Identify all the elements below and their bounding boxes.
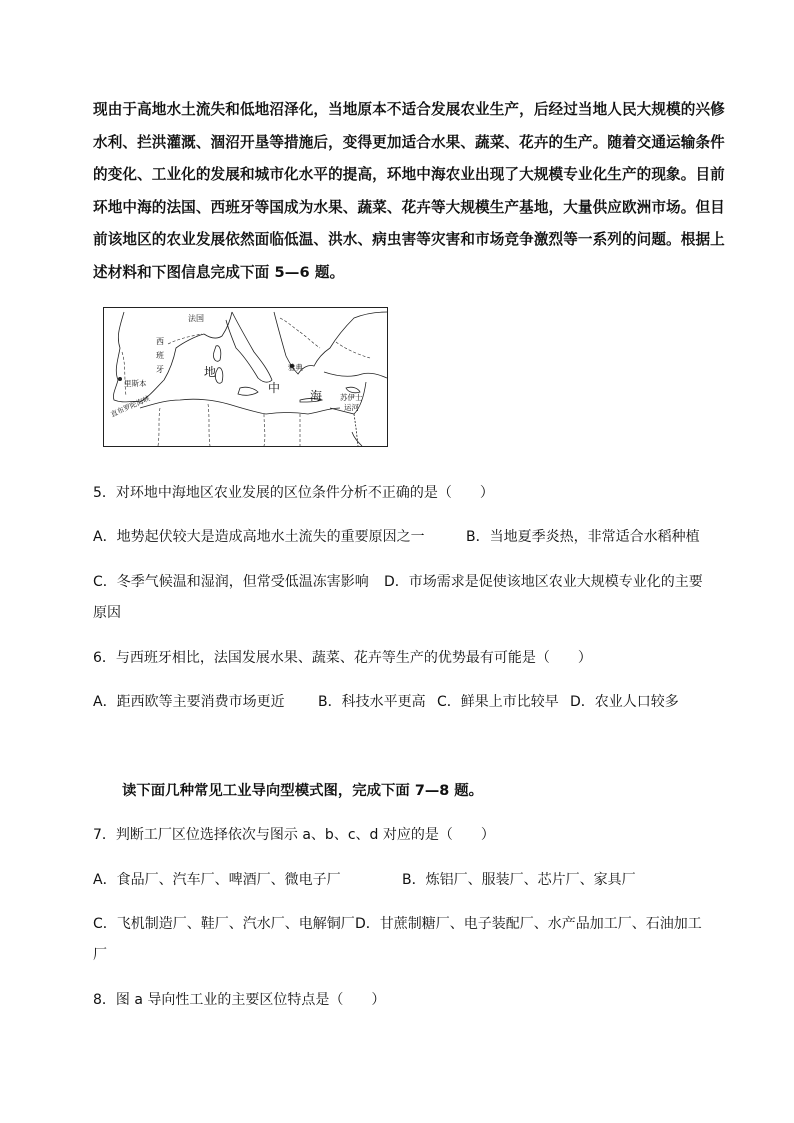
question-5-option-b: B．当地夏季炎热，非常适合水稻种植 [466,529,700,545]
spain-label-2: 班 [156,351,164,360]
border-balkan-1 [280,318,300,332]
question-6-option-b: B．科技水平更高 [318,694,426,710]
map-drawing [104,308,387,446]
mediterranean-map [103,307,388,447]
intro-line: 前该地区的农业发展依然面临低温、洪水、病虫害等灾害和市场竞争激烈等一系列的问题。根据上 [93,231,725,249]
question-7-option-c: C．飞机制造厂、鞋厂、汽水厂、电解铜厂 [93,916,355,932]
question-6-option-a: A．距西欧等主要消费市场更近 [93,694,285,710]
question-5-stem: 5．对环地中海地区农业发展的区位条件分析不正确的是（ ） [93,485,494,501]
sicily [238,387,258,395]
question-7-option-b: B．炼铝厂、服装厂、芯片厂、家具厂 [402,872,636,888]
suez-label-2: 运河 [344,403,359,412]
question-5-option-d-cont: 原因 [93,605,121,621]
turkey-coast [324,372,387,378]
question-6-stem: 6．与西班牙相比，法国发展水果、蔬菜、花卉等生产的优势最有可能是（ ） [93,650,592,666]
italy-coast [226,312,272,382]
border-spain-portugal [122,352,126,396]
intro-line: 现由于高地水土流失和低地沼泽化，当地原本不适合发展农业生产，后经过当地人民大规模的兴修 [93,101,725,118]
intro-paragraph [93,94,725,290]
lisbon-label: 里斯本 [124,379,147,388]
question-6-option-c: C．鲜果上市比较早 [437,694,559,710]
question-6-option-d: D．农业人口较多 [570,694,679,710]
spain-label-3: 牙 [156,365,164,374]
lisbon-marker [118,377,122,381]
athens-label: 雅典 [288,363,303,372]
france-label: 法国 [188,314,204,323]
suez-label-1: 苏伊士 [340,393,363,402]
border-spain-france [168,334,202,344]
question-5-option-c: C．冬季气候温和湿润，但常受低温冻害影响 [93,574,369,590]
question-7-stem: 7．判断工厂区位选择依次与图示 a、b、c、d 对应的是（ ） [93,827,495,843]
border-turkey [336,342,370,358]
intro-line: 环地中海的法国、西班牙等国成为水果、蔬菜、花卉等大规模生产基地，大量供应欧洲市场。但目 [93,198,725,216]
question-7-option-a: A．食品厂、汽车厂、啤酒厂、微电子厂 [93,872,341,888]
border-balkan-2 [300,332,320,348]
intro-line: 水利、拦洪灌溉、涸沼开垦等措施后，变得更加适合水果、蔬菜、花卉的生产。随着交通运输条件 [93,133,725,151]
sea-label-zhong: 中 [268,381,281,395]
intro-line: 述材料和下图信息完成下面 5—6 题。 [93,263,345,281]
question-7-option-d-cont: 厂 [93,947,107,963]
question-7-option-d: D．甘蔗制糖厂、电子装配厂、水产品加工厂、石油加工 [355,916,702,932]
question-8-stem: 8．图 a 导向性工业的主要区位特点是（ ） [93,992,386,1008]
sea-label-di: 地 [204,365,217,379]
spain-label-1: 西 [156,337,164,346]
sea-label-hai: 海 [310,389,323,403]
border-africa-3 [264,414,265,446]
section-heading-7-8: 读下面几种常见工业导向型模式图，完成下面 7—8 题。 [122,783,484,799]
intro-line: 的变化、工业化的发展和城市化水平的提高，环地中海农业出现了大规模专业化生产的现象。目前 [93,166,725,184]
gibraltar-label: 直布罗陀海峡 [109,394,152,419]
border-africa-2 [208,404,210,446]
question-5-option-a: A．地势起伏较大是造成高地水土流失的重要原因之一 [93,529,425,545]
cyprus [346,387,360,393]
question-5-option-d: D．市场需求是促使该地区农业大规模专业化的主要 [384,574,703,590]
border-africa-1 [158,408,160,446]
